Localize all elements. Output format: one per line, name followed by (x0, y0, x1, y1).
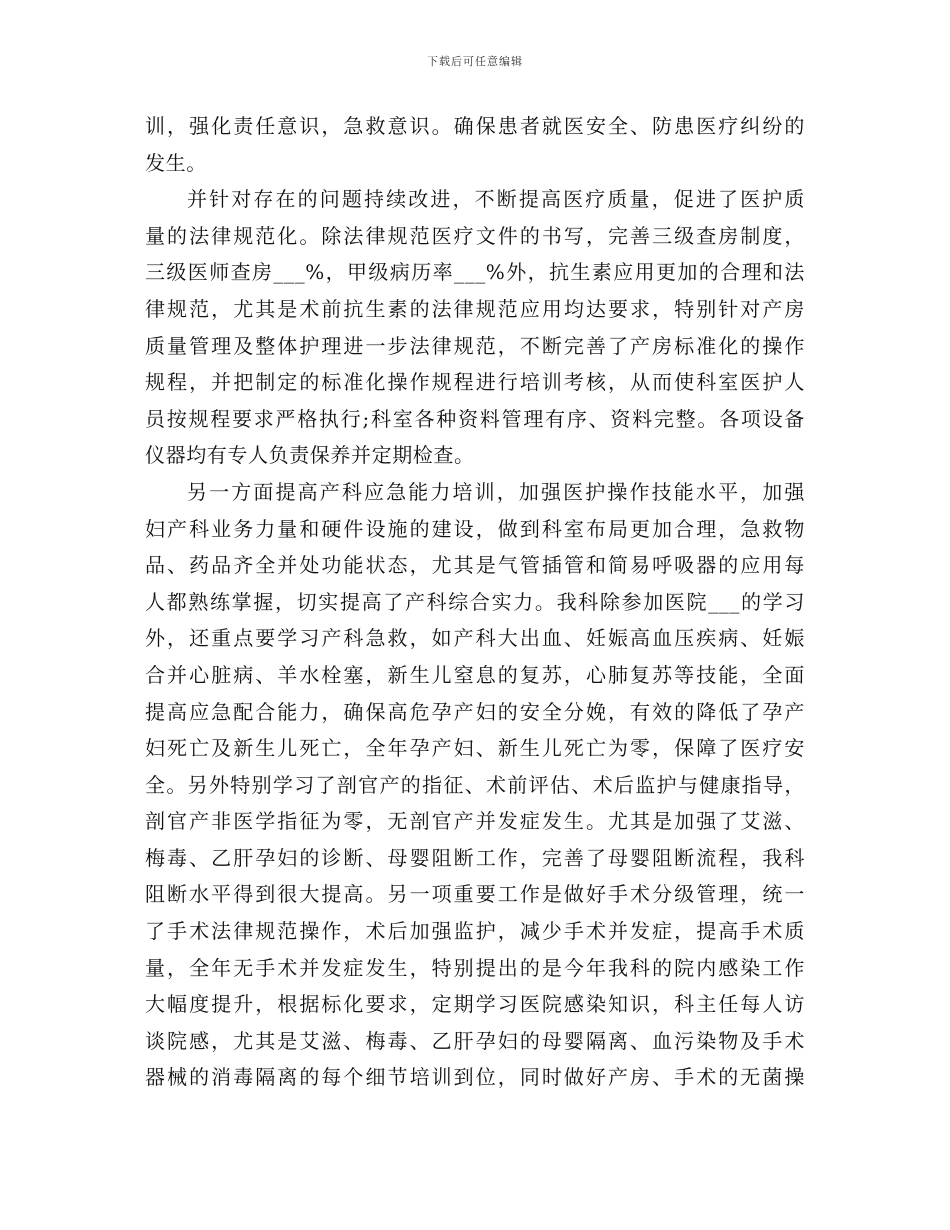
text-line: 发生。 (145, 150, 207, 175)
paragraph-3 (145, 474, 805, 1096)
text-line: 人都熟练掌握，切实提高了产科综合实力。我科除参加医院___的学习 (145, 589, 805, 614)
paragraph-2 (145, 181, 805, 474)
text-line: 量，全年无手术并发症发生，特别提出的是今年我科的院内感染工作 (145, 955, 805, 980)
text-line: 妇死亡及新生儿死亡，全年孕产妇、新生儿死亡为零，保障了医疗安 (145, 736, 805, 761)
page-header: 下载后可任意编辑 (427, 55, 523, 68)
text-line: 量的法律规范化。除法律规范医疗文件的书写，完善三级查房制度， (145, 223, 805, 248)
paragraph-1 (145, 108, 805, 181)
text-line: 仪器均有专人负责保养并定期检查。 (145, 443, 475, 468)
text-line: 剖官产非医学指征为零，无剖官产并发症发生。尤其是加强了艾滋、 (145, 809, 805, 834)
text-line: 谈院感，尤其是艾滋、梅毒、乙肝孕妇的母婴隔离、血污染物及手术 (145, 1028, 805, 1053)
text-line: 规程，并把制定的标准化操作规程进行培训考核，从而使科室医护人 (145, 370, 805, 395)
text-line: 梅毒、乙肝孕妇的诊断、母婴阻断工作，完善了母婴阻断流程，我科 (145, 845, 805, 870)
text-line: 外，还重点要学习产科急救，如产科大出血、妊娠高血压疾病、妊娠 (145, 626, 805, 651)
text-line: 另一方面提高产科应急能力培训，加强医护操作技能水平，加强 (187, 479, 805, 504)
document-body (145, 108, 805, 1096)
text-line: 三级医师查房___%，甲级病历率___%外，抗生素应用更加的合理和法 (145, 260, 805, 285)
text-line: 全。另外特别学习了剖官产的指征、术前评估、术后监护与健康指导， (145, 772, 805, 797)
text-line: 提高应急配合能力，确保高危孕产妇的安全分娩，有效的降低了孕产 (145, 699, 805, 724)
text-line: 训，强化责任意识，急救意识。确保患者就医安全、防患医疗纠纷的 (145, 114, 805, 138)
text-line: 阻断水平得到很大提高。另一项重要工作是做好手术分级管理，统一 (145, 882, 805, 907)
text-line: 合并心脏病、羊水栓塞，新生儿窒息的复苏，心肺复苏等技能，全面 (145, 662, 805, 687)
text-line: 器械的消毒隔离的每个细节培训到位，同时做好产房、手术的无菌操 (145, 1065, 805, 1090)
text-line: 员按规程要求严格执行;科室各种资料管理有序、资料完整。各项设备 (145, 406, 805, 431)
text-line: 律规范，尤其是术前抗生素的法律规范应用均达要求，特别针对产房 (145, 296, 805, 321)
text-line: 大幅度提升，根据标化要求，定期学习医院感染知识，科主任每人访 (145, 992, 805, 1017)
text-line: 并针对存在的问题持续改进，不断提高医疗质量，促进了医护质 (187, 187, 805, 212)
text-line: 了手术法律规范操作，术后加强监护，减少手术并发症，提高手术质 (145, 919, 805, 944)
text-line: 质量管理及整体护理进一步法律规范，不断完善了产房标准化的操作 (145, 333, 805, 358)
text-line: 妇产科业务力量和硬件设施的建设，做到科室布局更加合理，急救物 (145, 516, 805, 541)
text-line: 品、药品齐全并处功能状态，尤其是气管插管和简易呼吸器的应用每 (145, 553, 805, 578)
